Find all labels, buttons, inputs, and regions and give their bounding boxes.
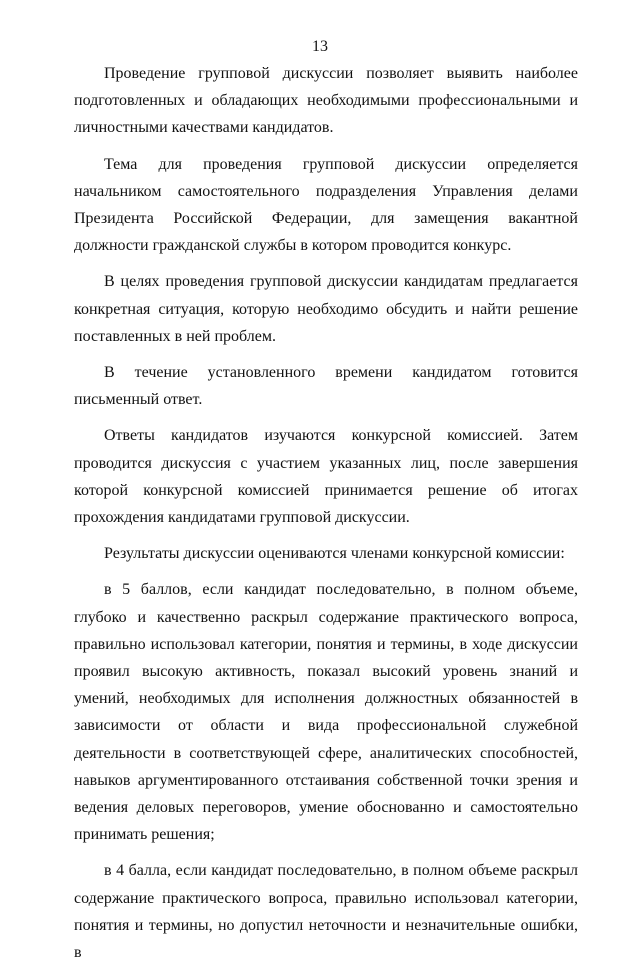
paragraph-group-discussion-purpose: Проведение групповой дискуссии позволяет выявить наиболее подготовленных и обладающих необходимыми профессиональными и личностными качествами кандидатов. bbox=[74, 65, 578, 137]
page-number: 13 bbox=[312, 38, 328, 55]
body-text bbox=[74, 60, 578, 975]
paragraph-score-4: в 4 балла, если кандидат последовательно, в полном объеме раскрыл содержание практического вопроса, правильно использовал категории, понятия и термины, но допустил неточности и незначительные ошибки, в bbox=[74, 862, 578, 962]
paragraph-discussion-topic: Тема для проведения групповой дискуссии определяется начальником самостоятельного подразделения Управления делами Президента Российской Федерации, для замещения вакантной должности гражданской службы в котором проводится конкурс. bbox=[74, 155, 578, 255]
paragraph-written-answer: В течение установленного времени кандидатом готовится письменный ответ. bbox=[74, 364, 578, 409]
paragraph-answers-review: Ответы кандидатов изучаются конкурсной комиссией. Затем проводится дискуссия с участием указанных лиц, после завершения которой конкурсной комиссией принимается решение об итогах прохождения кандидатами групповой дискуссии. bbox=[74, 427, 578, 527]
paragraph-results-intro: Результаты дискуссии оцениваются членами конкурсной комиссии: bbox=[104, 545, 565, 563]
paragraph-situation: В целях проведения групповой дискуссии кандидатам предлагается конкретная ситуация, которую необходимо обсудить и найти решение поставленных в ней проблем. bbox=[74, 273, 578, 345]
paragraph-score-5: в 5 баллов, если кандидат последовательно, в полном объеме, глубоко и качественно раскрыл содержание практического вопроса, правильно использовал категории, понятия и термины, в ходе дискуссии проявил высокую активность, показал высокий уровень знаний и умений, необходимых для исполнения должностных обязанностей в зависимости от области и вида профессиональной служебной деятельности в соответствующей сфере, аналитических способностей, навыков аргументированного отстаивания собственной точки зрения и ведения деловых переговоров, умение обоснованно и самостоятельно принимать решения; bbox=[74, 581, 578, 844]
